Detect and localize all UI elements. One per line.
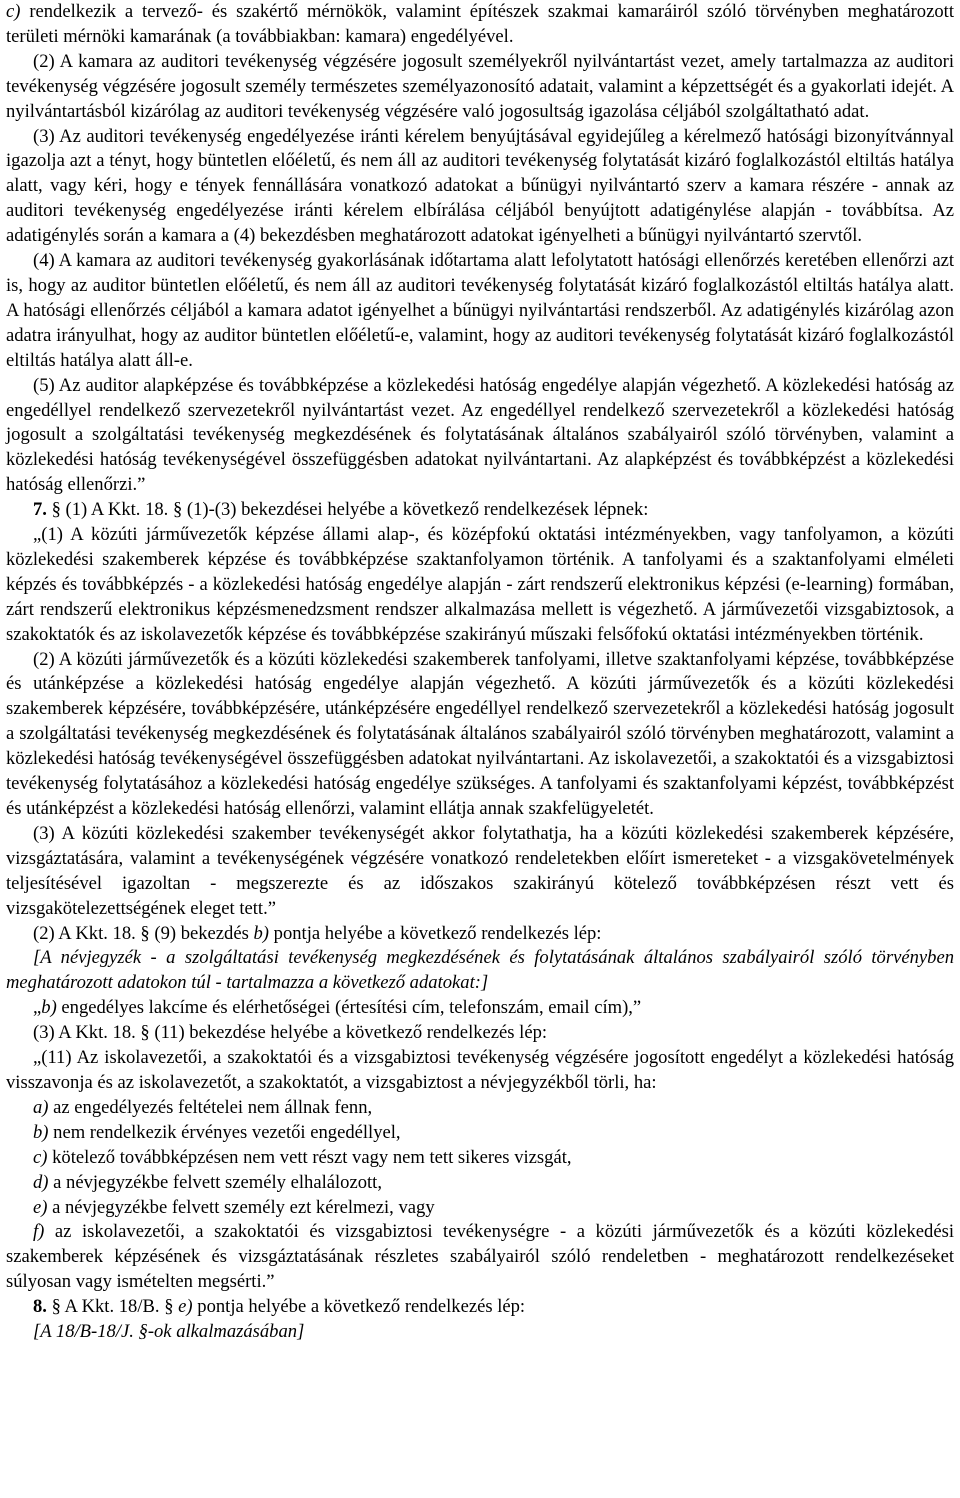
paragraph-text: „(11) Az iskolavezetői, a szakoktatói és a vizsgabiztosi tevékenység végzésére jogosított engedélyt a közlekedési hatóság visszavonja és az iskolavezetőt, a szakoktatót, a vizsgabiztost a névjegyzékből törli, ha: [6, 1047, 954, 1093]
paragraph [6, 922, 954, 947]
paragraph [6, 1046, 954, 1096]
paragraph [6, 1146, 954, 1171]
paragraph-text: [A 18/B-18/J. §-ok alkalmazásában] [33, 1321, 305, 1343]
paragraph [6, 1295, 954, 1320]
paragraph-text: engedélyes lakcíme és elérhetőségei (értesítési cím, telefonszám, email cím),” [56, 997, 642, 1019]
paragraph [6, 1121, 954, 1146]
paragraph-text: a névjegyzékbe felvett személy ezt kérelmezi, vagy [47, 1196, 435, 1218]
paragraph [6, 1096, 954, 1121]
paragraph [6, 1021, 954, 1046]
paragraph-text: § A Kkt. 18/B. § [46, 1296, 179, 1318]
item-marker: c) [6, 1, 21, 22]
paragraph-text: az iskolavezetői, a szakoktatói és vizsgabiztosi tevékenységre - a közúti járművezetők és a közúti közlekedési szakemberek képzésének és vizsgáztatásának részletes szabályairól szóló rendeletben - meghatározott rendelkezéseket súlyosan vagy ismételten megsérti.” [6, 1221, 954, 1293]
paragraph-text: „(1) A közúti járművezetők képzése állami alap-, és középfokú oktatási intézményekben, vagy tanfolyamon, a közúti közlekedési szakemberek képzése és továbbképzése szaktanfolyamon történik. A tanfolyami és a szaktanfolyami elméleti képzés és továbbképzés - a közlekedési hatóság engedélye alapján - zárt rendszerű elektronikus képzési (e-learning) formában, zárt rendszerű elektronikus képzésmenedzsment rendszer alkalmazása mellett is végezhető. A járművezetői vizsgabiztosok, a szakoktatók és az iskolavezetők képzése és továbbképzése szakirányú műszaki felsőfokú oktatási intézményekben történik. [6, 524, 954, 645]
paragraph [6, 0, 954, 50]
paragraph-text: (3) A Kkt. 18. § (11) bekezdése helyébe a következő rendelkezés lép: [33, 1022, 548, 1044]
item-marker: d) [33, 1171, 49, 1193]
paragraph-text: (2) A Kkt. 18. § (9) bekezdés [33, 922, 254, 944]
paragraph-text: kötelező továbbképzésen nem vett részt vagy nem tett sikeres vizsgát, [47, 1146, 572, 1168]
item-marker: b) [253, 922, 269, 944]
item-marker: a) [33, 1096, 49, 1118]
section-number: 8. [33, 1296, 47, 1318]
paragraph-text: nem rendelkezik érvényes vezetői engedéllyel, [48, 1121, 401, 1143]
paragraph-text: (4) A kamara az auditori tevékenység gyakorlásának időtartama alatt lefolytatott hatósági ellenőrzés keretében ellenőrzi azt is, hogy az auditor büntetlen előéletű, és nem áll az auditori tevékenység folytatását kizáró foglalkozástól eltiltás hatálya alatt. A hatósági ellenőrzés céljából a kamara adatot igényelhet a bűnügyi nyilvántartási rendszerből. Az adatigénylés kizárólag azon adatra irányulhat, hogy az auditor büntetlen előéletű-e, valamint, hogy az auditori tevékenység folytatását kizáró foglalkozástól eltiltás hatálya alatt áll-e. [6, 250, 954, 371]
paragraph [6, 1320, 954, 1345]
paragraph-text: pontja helyébe a következő rendelkezés lép: [192, 1296, 526, 1318]
paragraph-text: (3) Az auditori tevékenység engedélyezése iránti kérelem benyújtásával egyidejűleg a kérelmező hatósági bizonyítvánnyal igazolja azt a tényt, hogy büntetlen előéletű, és nem áll az auditori tevékenység folytatását kizáró foglalkozástól eltiltás hatálya alatt, vagy kéri, hogy e tények fennállására vonatkozó adatokat a bűnügyi nyilvántartó szerv a kamara részére - annak az auditori tevékenység engedélyezése iránti kérelem elbírálása céljából benyújtott adatigénylése alapján - továbbítsa. Az adatigénylés során a kamara a (4) bekezdésben meghatározott adatokat igényelheti a bűnügyi nyilvántartó szervtől. [6, 125, 954, 247]
paragraph-text: (2) A közúti járművezetők és a közúti közlekedési szakemberek tanfolyami, illetve szaktanfolyami képzése, továbbképzése és utánképzése a közlekedési hatóság engedélye alapján végezhető. A közúti járművezetők és a közúti közlekedési szakemberek képzésére, továbbképzésére, utánképzésére engedéllyel rendelkező szervezetekről a közlekedési hatóság jogosult a szolgáltatási tevékenység megkezdésének és folytatásának általános szabályairól szóló törvényben meghatározott, valamint a közlekedési hatóság tevékenységével összefüggésben adatokat nyilvántartani. Az iskolavezetői, a szakoktatói és a vizsgabiztosi tevékenység folytatásához a közlekedési hatóság engedélye szükséges. A tanfolyami és szaktanfolyami képzést, továbbképzést és utánképzést a közlekedési hatóság ellenőrzi, valamint ellátja annak szakfelügyeletét. [6, 648, 954, 819]
paragraph-text: § (1) A Kkt. 18. § (1)-(3) bekezdései helyébe a következő rendelkezések lépnek: [46, 499, 649, 521]
paragraph-text: (5) Az auditor alapképzése és továbbképzése a közlekedési hatóság engedélye alapján végezhető. A közlekedési hatóság az engedéllyel rendelkező szervezetekről nyilvántartást vezet. Az engedéllyel rendelkező szervezetekről a közlekedési hatóság jogosult a szolgáltatási tevékenység megkezdésének és folytatásának általános szabályairól szóló törvényben, valamint a közlekedési hatóság tevékenységével összefüggésben adatokat nyilvántartani. Az alapképzést és továbbképzést a közlekedési hatóság ellenőrzi.” [6, 374, 954, 496]
paragraph [6, 523, 954, 648]
paragraph [6, 125, 954, 250]
paragraph [6, 498, 954, 523]
paragraph [6, 50, 954, 125]
item-marker: e) [33, 1196, 48, 1218]
item-marker: b) [41, 997, 57, 1019]
paragraph-text: (2) A kamara az auditori tevékenység végzésére jogosult személyekről nyilvántartást vezet, amely tartalmazza az auditori tevékenység végzésére jogosult személy természetes személyazonosító adatait, valamint a képzettségét és a gyakorlati idejét. A nyilvántartásból kizárólag az auditori tevékenység végzésére való jogosultság igazolása céljából szolgáltatható adat. [6, 50, 954, 122]
paragraph-text: „ [33, 997, 42, 1019]
paragraph-text: rendelkezik a tervező- és szakértő mérnökök, valamint építészek szakmai kamaráiról szóló törvényben meghatározott területi mérnöki kamarának (a továbbiakban: kamara) engedélyével. [6, 1, 954, 47]
paragraph-text: az engedélyezés feltételei nem állnak fenn, [48, 1096, 373, 1118]
item-marker: b) [33, 1121, 49, 1143]
paragraph [6, 1196, 954, 1221]
item-marker: c) [33, 1146, 48, 1168]
paragraph-text: (3) A közúti közlekedési szakember tevékenységét akkor folytathatja, ha a közúti közlekedési szakemberek képzésére, vizsgáztatására, valamint a tevékenységének végzésére vonatkozó rendeletekben előírt ismereteket - a vizsgakövetelmények teljesítésével igazoltan - megszerezte és az időszakos szakirányú kötelező továbbképzésen részt vett és vizsgakötelezettségének eleget tett.” [6, 822, 954, 919]
paragraph [6, 822, 954, 922]
paragraph-text: [A névjegyzék - a szolgáltatási tevékenység megkezdésének és folytatásának általános szabályairól szóló törvényben meghatározott adatokon túl - tartalmazza a következő adatokat:] [6, 947, 954, 994]
paragraph [6, 946, 954, 996]
item-marker: f) [33, 1221, 45, 1243]
paragraph [6, 1171, 954, 1196]
section-number: 7. [33, 499, 47, 521]
paragraph-text: a névjegyzékbe felvett személy elhalálozott, [48, 1171, 382, 1193]
paragraph [6, 374, 954, 499]
paragraph [6, 1220, 954, 1295]
paragraph-text: pontja helyébe a következő rendelkezés lép: [269, 922, 602, 944]
paragraph [6, 249, 954, 374]
item-marker: e) [178, 1296, 193, 1318]
paragraph [6, 996, 954, 1021]
paragraph [6, 648, 954, 822]
